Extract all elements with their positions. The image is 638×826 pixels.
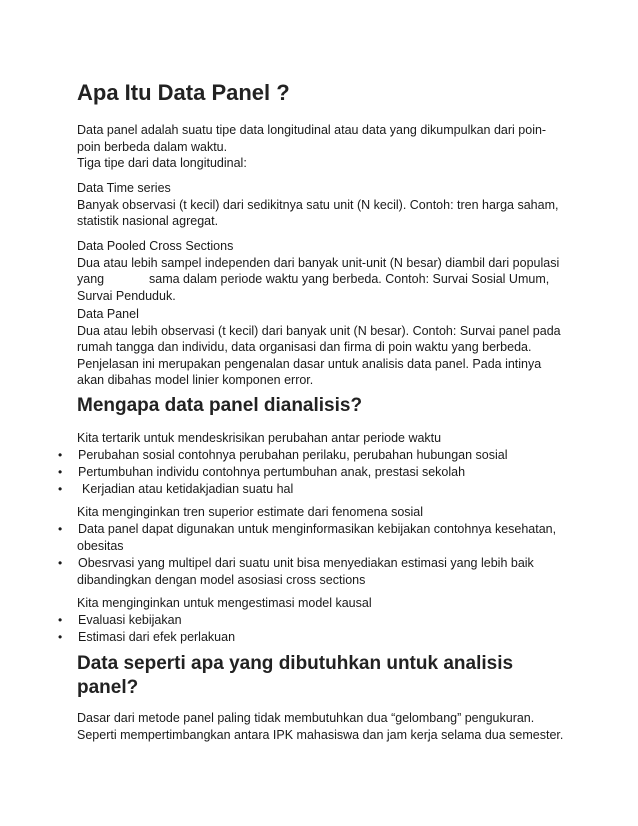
intro-line: Tiga tipe dari data longitudinal: (77, 156, 247, 170)
panel-line: Dua atau lebih observasi (t kecil) dari banyak unit (N besar). Contoh: Survai panel pada (77, 323, 561, 338)
bullet-icon: • (58, 630, 63, 644)
bullet-icon: • (58, 613, 63, 627)
bullet-icon: • (58, 448, 63, 462)
pooled-line (77, 271, 567, 288)
list-item-text: Obesrvasi yang multipel dari suatu unit bisa menyediakan estimasi yang lebih baik (78, 556, 534, 570)
pooled-line: Survai Penduduk. (77, 288, 176, 303)
intro-paragraph (77, 122, 567, 172)
panel-line: Penjelasan ini merupakan pengenalan dasar untuk analisis data panel. Pada intinya (77, 356, 542, 371)
bullet-icon: • (58, 465, 63, 479)
pooled-line-rest: sama dalam periode waktu yang berbeda. Contoh: Survai Sosial Umum, (149, 272, 550, 286)
data-needed-line: Seperti mempertimbangkan antara IPK mahasiswa dan jam kerja selama dua semester. (77, 727, 564, 742)
intro-line: Data panel adalah suatu tipe data longitudinal atau data yang dikumpulkan dari poin- (77, 123, 547, 137)
pooled-line-start: yang (77, 272, 105, 286)
group2-lead: Kita menginginkan tren superior estimate dari fenomena sosial (77, 505, 424, 519)
data-needed-line: Dasar dari metode panel paling tidak membutuhkan dua “gelombang” pengukuran. (77, 711, 535, 725)
bullet-icon: • (58, 522, 63, 536)
pooled-heading: Data Pooled Cross Sections (77, 239, 234, 253)
bullet-icon: • (58, 556, 63, 570)
data-needed-paragraph (77, 710, 567, 743)
list-item-text: Pertumbuhan individu contohnya pertumbuhan anak, prestasi sekolah (78, 465, 466, 479)
time-series-line: Banyak observasi (t kecil) dari sedikitnya satu unit (N kecil). Contoh: tren harga saham, (77, 197, 559, 212)
time-series-line: statistik nasional agregat. (77, 214, 219, 228)
list-item-text: Kerjadian atau ketidakjadian suatu hal (82, 482, 294, 496)
list-item-continuation: dibandingkan dengan model asosiasi cross sections (77, 573, 366, 587)
list-item-text: Perubahan sosial contohnya perubahan perilaku, perubahan hubungan sosial (78, 448, 508, 462)
panel-line: akan dibahas model linier komponen error. (77, 373, 314, 387)
panel-line: rumah tangga dan individu, data organisasi dan firma di poin waktu yang berbeda. (77, 340, 532, 354)
group3-lead: Kita menginginkan untuk mengestimasi model kausal (77, 596, 372, 610)
list-item-text: Estimasi dari efek perlakuan (78, 630, 236, 644)
section-heading-line: panel? (77, 677, 139, 698)
page-title: Apa Itu Data Panel ? (77, 80, 290, 105)
bullet-icon: • (58, 482, 63, 496)
panel-paragraph (77, 306, 567, 389)
intro-line: poin berbeda dalam waktu. (77, 139, 228, 154)
list-item-text: Data panel dapat digunakan untuk menginformasikan kebijakan contohnya kesehatan, (78, 522, 557, 536)
section-heading-line: Data seperti apa yang dibutuhkan untuk analisis (77, 653, 514, 674)
time-series-heading: Data Time series (77, 181, 171, 195)
section-heading-data-needed (77, 652, 513, 700)
section-heading-why: Mengapa data panel dianalisis? (77, 395, 363, 416)
pooled-line: Dua atau lebih sampel independen dari banyak unit-unit (N besar) diambil dari populasi (77, 255, 560, 270)
group1-lead: Kita tertarik untuk mendeskrisikan perubahan antar periode waktu (77, 431, 442, 445)
pooled-paragraph (77, 238, 567, 304)
time-series-paragraph (77, 180, 567, 230)
panel-heading: Data Panel (77, 307, 139, 321)
list-item-text: Evaluasi kebijakan (78, 613, 182, 627)
list-item-continuation: obesitas (77, 539, 124, 553)
